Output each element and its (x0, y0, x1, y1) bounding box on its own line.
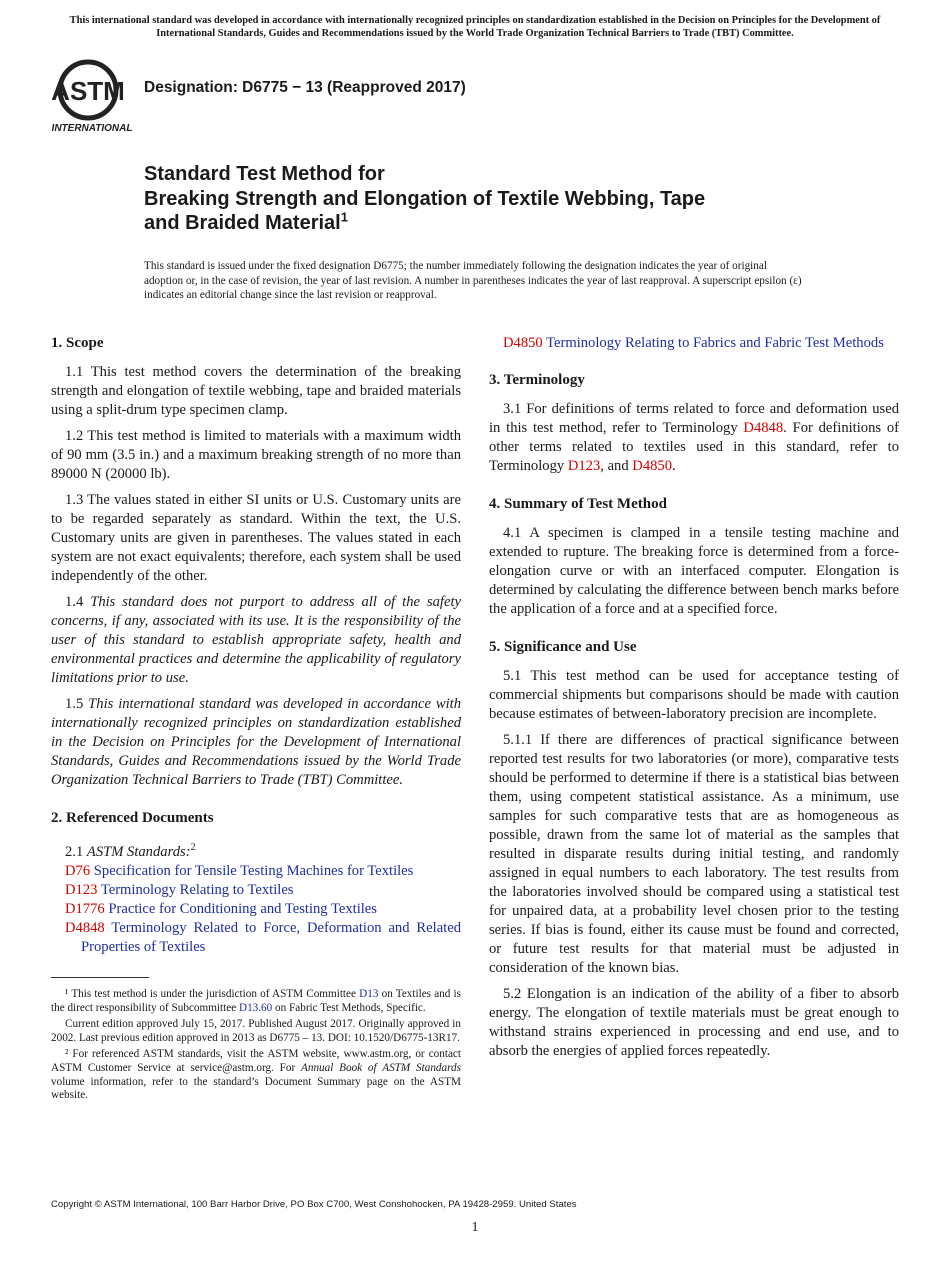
page-number: 1 (471, 1220, 479, 1235)
tbt-notice: This international standard was developed in accordance with internationally recognized principles on standardization established in the Decision on Principles for the Development of International Standards, Guides and Recommendations issued by the World Trade Organization Technical Barriers to Trade (TBT) Committee. (69, 15, 881, 39)
para-1-2: 1.2 This test method is limited to materials with a maximum width of 90 mm (3.5 in.) and a maximum breaking strength of no more than 89000 N (20000 lb). (51, 428, 461, 482)
designation: Designation: D6775 − 13 (Reapproved 2017) (144, 79, 466, 96)
referenced-documents-heading: 2. Referenced Documents (51, 810, 214, 826)
para-1-4: 1.4 This standard does not purport to address all of the safety concerns, if any, associated with its use. It is the responsibility of the user of this standard to establish appropriate safety, health and environmental practices and determine the applicability of regulatory limitations prior to use. (51, 594, 461, 686)
footnote-2: ² For referenced ASTM standards, visit the ASTM website, www.astm.org, or contact ASTM Customer Service at service@astm.org. For Annual Book of ASTM Standards volume information, refer to the standard’s Document Summary page on the ASTM website. (51, 1048, 461, 1102)
astm-logo (52, 56, 134, 134)
issue-statement: This standard is issued under the fixed designation D6775; the number immediately following the designation indicates the year of original adoption or, in the case of revision, the year of last revision. A number in parentheses indicates the year of last reapproval. A superscript epsilon (ε) indicates an editorial change since the last revision or reapproval. (144, 260, 802, 302)
svg-text:INTERNATIONAL: INTERNATIONAL (52, 123, 133, 134)
document-title (144, 162, 864, 236)
right-column (489, 334, 899, 1068)
link-d4850[interactable]: D4850 (632, 458, 673, 474)
para-1-3: 1.3 The values stated in either SI units or U.S. Customary units are to be regarded separately as standard. Within the text, the U.S. Customary units are given in parentheses. The values stated in each system are not exact equivalents; therefore, each system shall be used independently of the other. (51, 492, 461, 584)
para-1-1: 1.1 This test method covers the determination of the breaking strength and elongation of textile webbing, tape and braided materials using a split-drum type specimen clamp. (51, 364, 461, 418)
link-d123[interactable]: D123 (567, 458, 601, 474)
summary-heading: 4. Summary of Test Method (489, 496, 667, 512)
para-1-5: 1.5 This international standard was developed in accordance with internationally recognized principles on standardization established in the Decision on Principles for the Development of International Standards, Guides and Recommendations issued by the World Trade Organization Technical Barriers to Trade (TBT) Committee. (51, 696, 462, 788)
svg-text:ASTM: ASTM (52, 76, 125, 106)
title-line-1: Standard Test Method for (144, 163, 385, 185)
para-5-2: 5.2 Elongation is an indication of the ability of a fiber to absorb energy. The elongation of textile materials must be great enough to withstand strains experienced in processing and end use, and to absorb the energies of applied forces repeatedly. (489, 986, 899, 1059)
footnote-1: ¹ This test method is under the jurisdiction of ASTM Committee D13 on Textiles and is the direct responsibility of Subcommittee D13.60 on Fabric Test Methods, Specific. (51, 988, 462, 1014)
footnote-divider (51, 977, 149, 978)
ref-d123[interactable]: D123 Terminology Relating to Textiles (65, 881, 294, 898)
copyright: Copyright © ASTM International, 100 Barr Harbor Drive, PO Box C700, West Conshohocken, PA 19428-2959. United States (51, 1199, 577, 1210)
significance-heading: 5. Significance and Use (489, 639, 637, 655)
scope-heading: 1. Scope (51, 335, 104, 351)
ref-d1776[interactable]: D1776 Practice for Conditioning and Testing Textiles (65, 900, 377, 917)
ref-d4850[interactable]: D4850 Terminology Relating to Fabrics and Fabric Test Methods (503, 335, 884, 351)
link-d13-60[interactable]: D13.60 (238, 1001, 273, 1014)
link-d4848[interactable]: D4848 (743, 420, 784, 436)
footnotes (51, 988, 461, 1106)
title-line-2: Breaking Strength and Elongation of Textile Webbing, Tape (144, 187, 706, 210)
para-5-1-1: 5.1.1 If there are differences of practical significance between reported test results for two laboratories (or more), comparative tests should be performed to determine if there is a statistical bias between them, using competent statistical assistance. As a minimum, use samples for such comparative tests that are as homogeneous as possible, drawn from the same lot of material as the samples that resulted in disparate results during initial testing, and randomly assigned in equal numbers to each laboratory. The test results from the laboratories involved should be compared using a statistical test for unpaired data, at a probability level chosen prior to the testing series. If bias is found, either its cause must be found and corrected, or future test results for that material must be adjusted in consideration of the known bias. (489, 732, 899, 976)
title-footnote-ref: 1 (340, 209, 348, 225)
edition-note: Current edition approved July 15, 2017. Published August 2017. Originally approved in 2002. Last previous edition approved in 2013 as D6775 – 13. DOI: 10.1520/D6775-13R17. (51, 1018, 461, 1044)
para-4-1: 4.1 A specimen is clamped in a tensile testing machine and extended to rupture. The breaking force is determined from a force-elongation curve or with an interfaced computer. Elongation is determined by calculating the difference between bench marks before the application of a force and at a specified force. (489, 525, 899, 617)
para-5-1: 5.1 This test method can be used for acceptance testing of commercial shipments but comparisons should be made with caution because estimates of between-laboratory precision are incomplete. (489, 668, 899, 722)
link-d13[interactable]: D13 (359, 988, 379, 1000)
terminology-heading: 3. Terminology (489, 372, 585, 388)
title-line-3: and Braided Material (144, 212, 341, 234)
astm-standards-label: 2.1 ASTM Standards:$^2$ (65, 842, 196, 860)
left-column (51, 334, 461, 957)
para-3-1: 3.1 For definitions of terms related to force and deformation used in this test method, refer to Terminology D4848. For definitions of other terms related to textiles used in this standard, refer to Terminology D123, and D4850. (489, 401, 899, 474)
ref-d76[interactable]: D76 Specification for Tensile Testing Machines for Textiles (65, 862, 414, 879)
ref-d4848[interactable]: D4848 Terminology Related to Force, Deformation and Related Properties of Textiles (65, 919, 462, 955)
